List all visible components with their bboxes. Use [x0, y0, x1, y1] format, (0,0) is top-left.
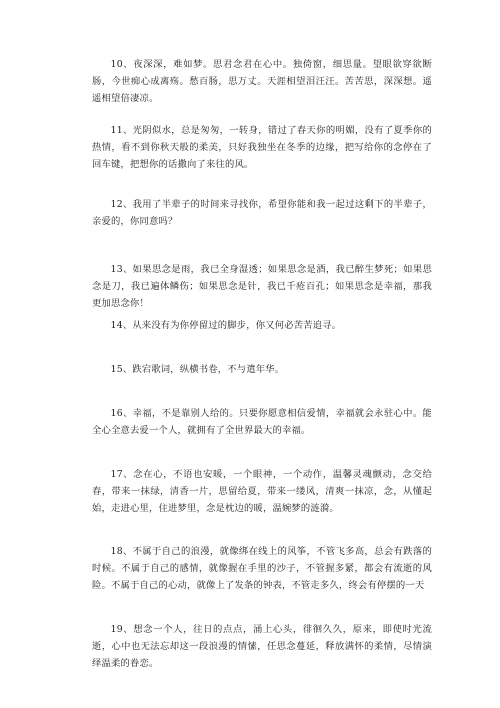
paragraph-16: 16、幸福，不是靠别人给的。只要你愿意相信爱情，幸福就会永驻心中。能全心全意去爱一个人，就拥有了全世界最大的幸福。 [92, 408, 432, 436]
paragraph-12: 12、我用了半辈子的时间来寻找你，希望你能和我一起过这剩下的半辈子，亲爱的，你同意吗？ [92, 199, 432, 227]
paragraph-15: 15、跌宕歌词，纵横书卷，不与遣年华。 [110, 364, 285, 375]
paragraph-19: 19、想念一个人，往日的点点，涌上心头，徘徊久久，原来，即使时光流逝，心中也无法忘却这一段浪漫的情愫，任思念蔓延，释放满怀的柔情，尽情演绎温柔的眷恋。 [92, 624, 432, 669]
paragraph-10: 10、夜深深，难如梦。思君念君在心中。独倚窗，细思量。望眼欲穿欲断肠，今世痴心成离殇。愁百肠，思万丈。天涯相望泪汪汪。苦苦思，深深想。遥遥相望倍凄凉。 [92, 59, 432, 104]
bottom-fade [0, 700, 500, 708]
paragraph-11: 11、光阴似水，总是匆匆，一转身，错过了春天你的明媚，没有了夏季你的热情，看不到你秋天般的柔美，只好我独坐在冬季的边缘，把写给你的念停在了回车键，把想你的话撒向了来往的风。 [92, 125, 432, 170]
paragraph-13: 13、如果思念是雨，我已全身湿透；如果思念是酒，我已醉生梦死；如果思念是刀，我已遍体鳞伤；如果思念是针，我已千疮百孔；如果思念是幸福，那我更加思念你！ [92, 264, 432, 309]
paragraph-14: 14、从来没有为你停留过的脚步，你又何必苦苦追寻。 [110, 320, 342, 331]
paragraph-18: 18、不属于自己的浪漫，就像绑在线上的风筝，不管飞多高，总会有跌落的时候。不属于自己的感情，就像握在手里的沙子，不管握多紧，都会有流逝的风险。不属于自己的心动，就像上了发条的钟表，不管走多久，终会有停摆的一天 [92, 546, 432, 591]
paragraph-17: 17、念在心，不语也安暖，一个眼神，一个动作，温馨灵魂颤动，念交给春，带来一抹绿，清香一片，思留给夏，带来一缕风，清爽一抹凉，念，从懂起始，走进心里，住进梦里，念是枕边的暖，温婉梦的涟漪。 [92, 469, 432, 514]
